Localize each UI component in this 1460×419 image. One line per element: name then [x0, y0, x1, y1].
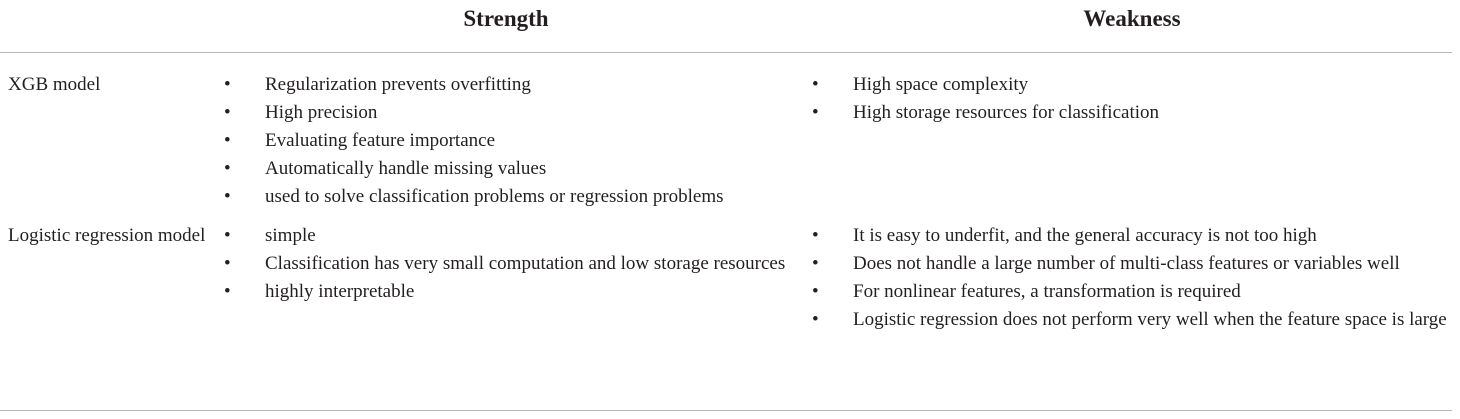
- bullet-icon: •: [224, 225, 231, 246]
- list-item: [216, 183, 794, 211]
- list-item: [216, 71, 794, 99]
- header-divider: [0, 52, 1452, 53]
- list-item: [804, 250, 1460, 278]
- list-item: [804, 306, 1460, 334]
- list-item-text: used to solve classification problems or regression problems: [265, 186, 724, 207]
- bullet-icon: •: [224, 102, 231, 123]
- row-label: Logistic regression model: [8, 225, 206, 246]
- list-item: [216, 222, 794, 250]
- weakness-list: [804, 71, 1460, 127]
- list-item: [216, 155, 794, 183]
- bullet-icon: •: [812, 102, 819, 123]
- bullet-icon: •: [812, 74, 819, 95]
- list-item: [804, 278, 1460, 306]
- list-item: [804, 99, 1460, 127]
- strength-list: [216, 222, 794, 306]
- column-header-weakness: Weakness: [1083, 6, 1181, 31]
- bullet-icon: •: [224, 74, 231, 95]
- weakness-list: [804, 222, 1460, 334]
- bullet-icon: •: [224, 130, 231, 151]
- list-item-text: High storage resources for classification: [853, 102, 1160, 123]
- bullet-icon: •: [812, 253, 819, 274]
- list-item: [216, 278, 794, 306]
- list-item-text: Automatically handle missing values: [265, 158, 547, 179]
- row-label: XGB model: [8, 74, 101, 95]
- table-bottom-rule: [0, 410, 1452, 411]
- list-item-text: Does not handle a large number of multi-class features or variables well: [853, 253, 1400, 274]
- list-item: [216, 99, 794, 127]
- table-header-row: [0, 0, 1460, 40]
- list-item: [216, 250, 794, 278]
- bullet-icon: •: [224, 186, 231, 207]
- list-item: [216, 127, 794, 155]
- list-item-text: Evaluating feature importance: [265, 130, 496, 151]
- bullet-icon: •: [812, 309, 819, 330]
- bullet-icon: •: [224, 158, 231, 179]
- bullet-icon: •: [224, 253, 231, 274]
- bullet-icon: •: [224, 281, 231, 302]
- bullet-icon: •: [812, 281, 819, 302]
- list-item-text: Logistic regression does not perform very well when the feature space is large: [853, 309, 1447, 330]
- list-item-text: High precision: [265, 102, 378, 123]
- list-item-text: High space complexity: [853, 74, 1029, 95]
- list-item-text: simple: [265, 225, 316, 246]
- list-item-text: Regularization prevents overfitting: [265, 74, 531, 95]
- column-header-strength: Strength: [463, 6, 549, 31]
- bullet-icon: •: [812, 225, 819, 246]
- list-item-text: Classification has very small computation and low storage resources: [265, 253, 786, 274]
- list-item-text: highly interpretable: [265, 281, 415, 302]
- list-item-text: It is easy to underfit, and the general accuracy is not too high: [853, 225, 1317, 246]
- list-item: [804, 71, 1460, 99]
- list-item-text: For nonlinear features, a transformation is required: [853, 281, 1241, 302]
- list-item: [804, 222, 1460, 250]
- strength-list: [216, 71, 794, 211]
